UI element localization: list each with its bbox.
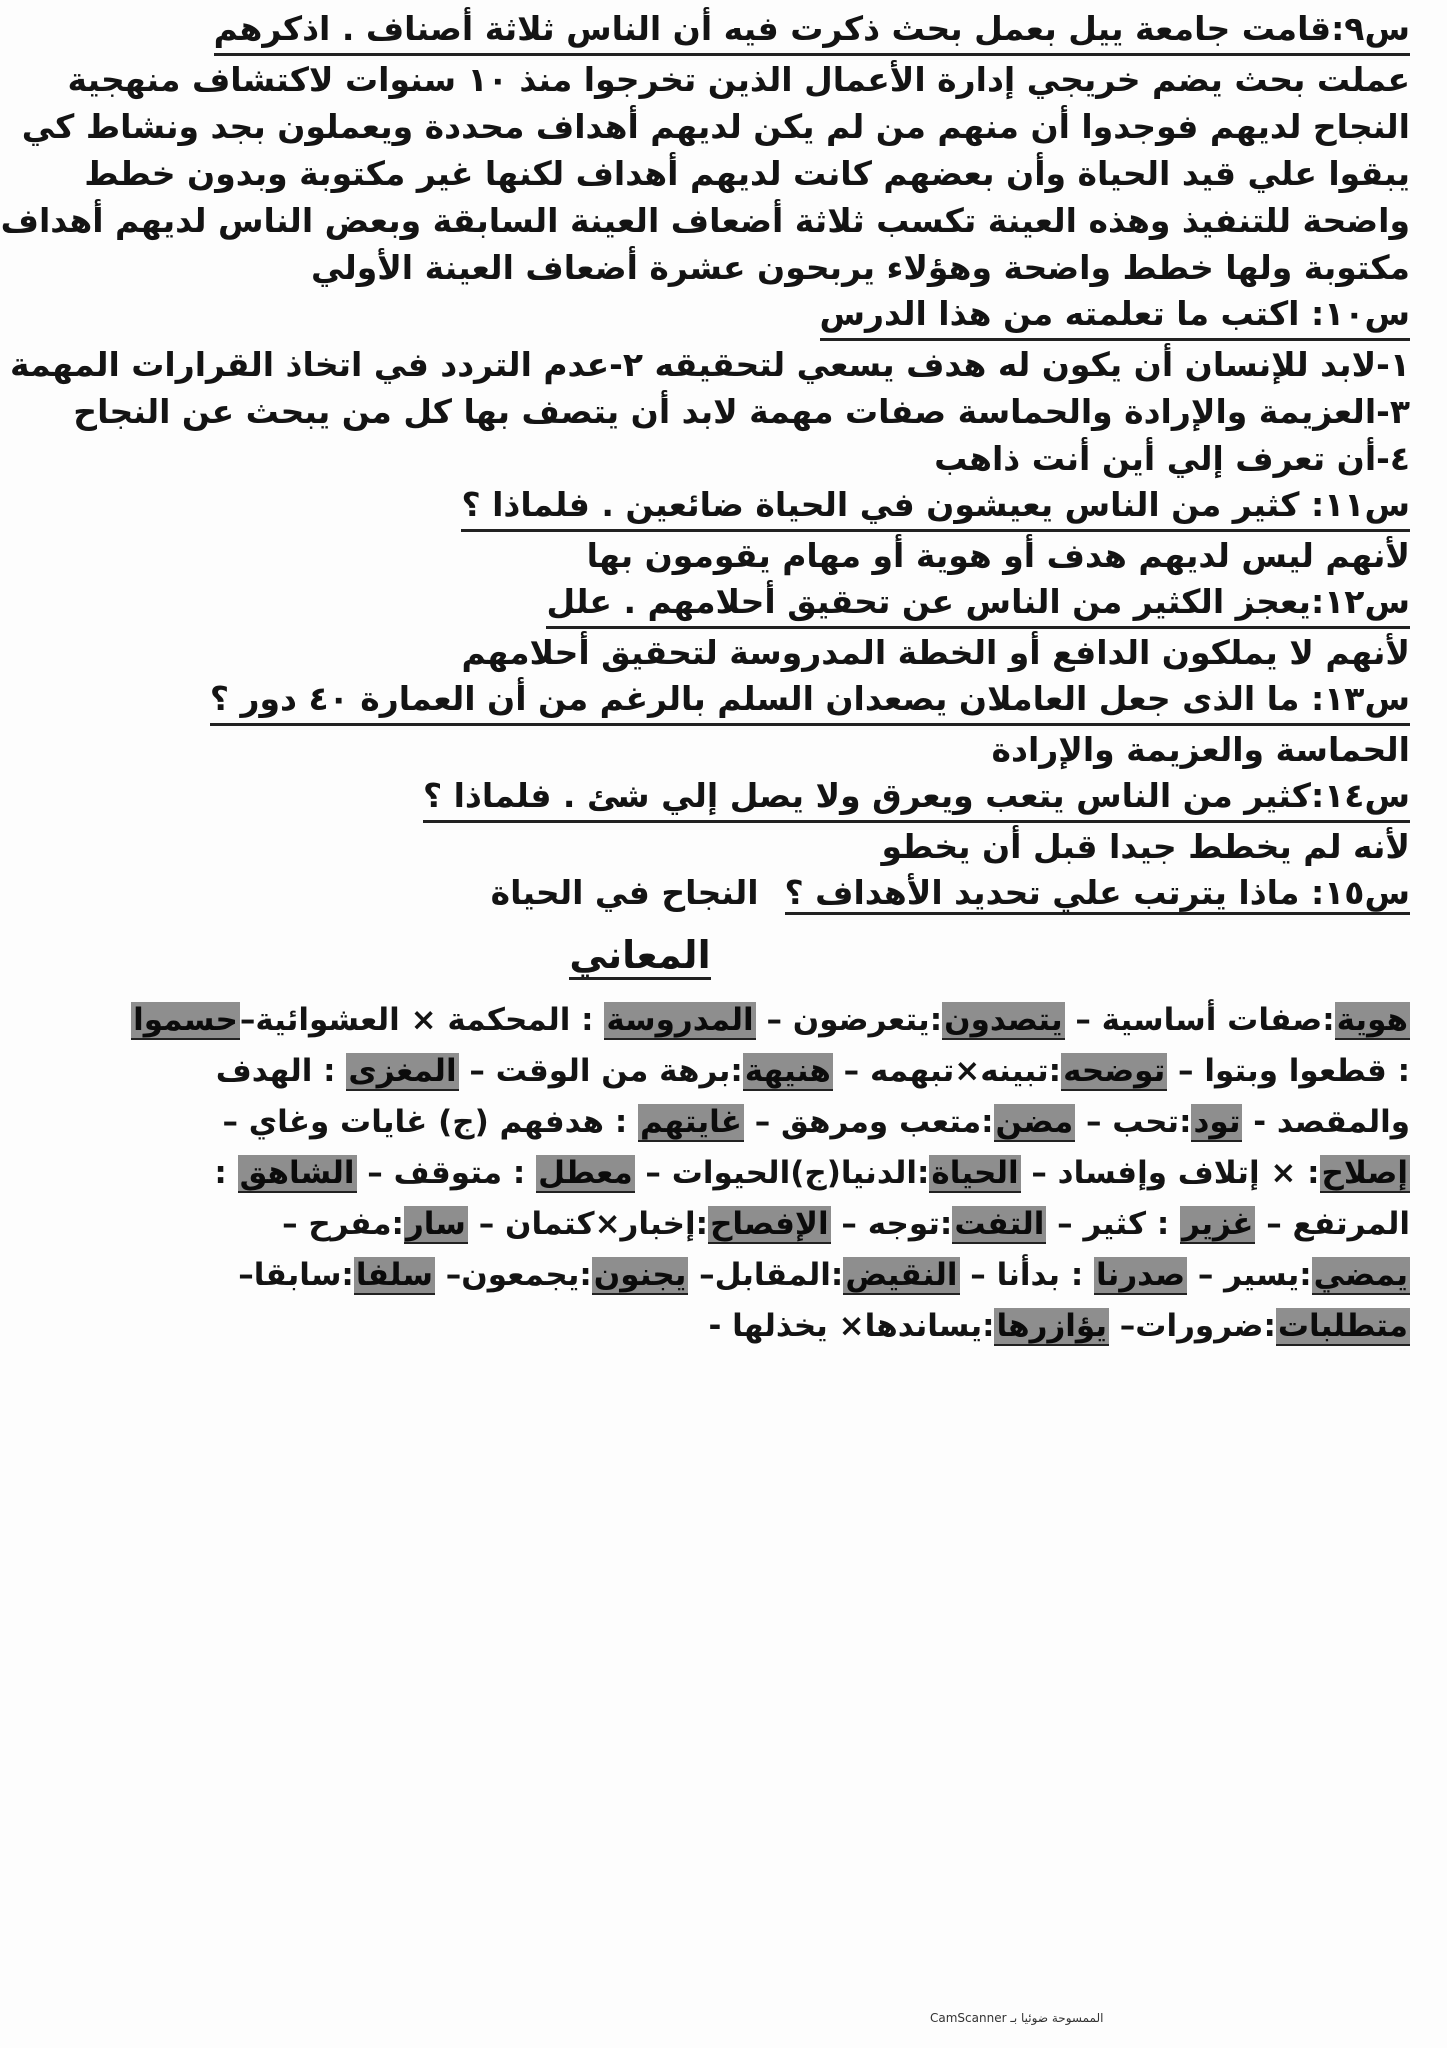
vocab-meaning: : <box>214 1155 238 1191</box>
vocab-word: يجنون <box>593 1257 687 1293</box>
vocab-meaning: :توجه – <box>830 1206 953 1242</box>
question-14: س١٤:كثير من الناس يتعب ويعرق ولا يصل إلي شئ . فلماذا ؟ <box>423 773 1410 823</box>
vocab-word: سار <box>405 1206 466 1242</box>
vocab-word: هنيهة <box>744 1053 831 1089</box>
vocab-meaning: :يساندها× يخذلها - <box>708 1308 995 1344</box>
vocab-meaning: والمقصد - <box>1242 1104 1410 1140</box>
answer-13: الحماسة والعزيمة والإرادة <box>991 730 1410 769</box>
vocab-meaning: : هدفهم (ج) غايات وغاي – <box>222 1104 639 1140</box>
answer-10-line: ١-لابد للإنسان أن يكون له هدف يسعي لتحقيقه ٢-عدم التردد في اتخاذ القرارات المهمة <box>10 345 1410 384</box>
answer-9-line: عملت بحث يضم خريجي إدارة الأعمال الذين تخرجوا منذ ١٠ سنوات لاكتشاف منهجية <box>67 60 1410 99</box>
answer-10-line: ٤-أن تعرف إلي أين أنت ذاهب <box>934 439 1410 478</box>
vocab-meaning: :صفات أساسية – <box>1064 1002 1335 1038</box>
vocab-line <box>250 1199 1410 1250</box>
vocab-word: إصلاح <box>1321 1155 1408 1191</box>
vocab-line <box>222 1097 1410 1148</box>
vocab-word: الإفصاح <box>710 1206 829 1242</box>
vocab-meaning: : المحكمة × العشوائية– <box>239 1002 605 1038</box>
vocab-meaning: : كثير – <box>1046 1206 1181 1242</box>
vocab-word: سلفا <box>355 1257 433 1293</box>
question-10: س١٠: اكتب ما تعلمته من هذا الدرس <box>820 291 1410 341</box>
answer-15: النجاح في الحياة <box>490 873 759 912</box>
vocab-meaning: :يسير – <box>1187 1257 1312 1293</box>
answer-9-line: النجاح لديهم فوجدوا أن منهم من لم يكن لديهم أهداف محددة ويعملون بجد ونشاط كي <box>21 107 1410 146</box>
vocab-word: الشاهق <box>239 1155 355 1191</box>
vocab-word: المغزى <box>348 1053 457 1089</box>
vocab-word: التفت <box>954 1206 1045 1242</box>
meanings-title-text: المعاني <box>569 933 710 980</box>
answer-9-line: مكتوبة ولها خطط واضحة وهؤلاء يربحون عشرة أضعاف العينة الأولي <box>310 248 1410 287</box>
worksheet-page <box>0 6 1410 1352</box>
vocab-line <box>250 1301 1410 1352</box>
vocab-meaning: المرتفع – <box>1255 1206 1410 1242</box>
answer-11: لأنهم ليس لديهم هدف أو هوية أو مهام يقومون بها <box>586 536 1410 575</box>
vocab-meaning: :تحب – <box>1075 1104 1192 1140</box>
vocab-meaning: :برهة من الوقت – <box>458 1053 743 1089</box>
vocab-word: مضن <box>995 1104 1074 1140</box>
vocab-meaning: :إخبار×كتمان – <box>467 1206 709 1242</box>
vocab-word: توضحه <box>1063 1053 1166 1089</box>
vocab-meaning: :الدنيا(ج)الحيوات – <box>634 1155 930 1191</box>
vocab-meaning: :المقابل– <box>688 1257 844 1293</box>
question-13: س١٣: ما الذى جعل العاملان يصعدان السلم بالرغم من أن العمارة ٤٠ دور ؟ <box>210 676 1410 726</box>
vocab-word: يؤازرها <box>996 1308 1108 1344</box>
question-11: س١١: كثير من الناس يعيشون في الحياة ضائعين . فلماذا ؟ <box>461 482 1410 532</box>
vocab-word: غزير <box>1182 1206 1254 1242</box>
vocab-meaning: :متعب ومرهق – <box>743 1104 994 1140</box>
vocab-meaning: :يجمعون– <box>434 1257 592 1293</box>
vocab-meaning: :تبينه×تبهمه – <box>832 1053 1062 1089</box>
vocab-meaning: :سابقا– <box>238 1257 354 1293</box>
question-9: س٩:قامت جامعة ييل بعمل بحث ذكرت فيه أن الناس ثلاثة أصناف . اذكرهم <box>214 6 1410 56</box>
question-15 <box>491 870 1410 917</box>
vocab-line <box>214 1148 1410 1199</box>
vocab-meaning: : × إتلاف وإفساد – <box>1020 1155 1320 1191</box>
vocab-meaning: :ضرورات– <box>1109 1308 1276 1344</box>
vocab-word: هوية <box>1336 1002 1408 1038</box>
vocab-word: يمضي <box>1313 1257 1408 1293</box>
vocab-word: تود <box>1193 1104 1241 1140</box>
vocab-word: صدرنا <box>1096 1257 1186 1293</box>
vocab-line <box>238 1250 1410 1301</box>
vocab-line <box>133 995 1410 1046</box>
vocab-word: حسموا <box>133 1002 238 1038</box>
vocab-word: الحياة <box>931 1155 1019 1191</box>
vocab-word: النقيض <box>845 1257 958 1293</box>
vocab-meaning: : قطعوا وبتوا – <box>1167 1053 1410 1089</box>
vocab-word: متطلبات <box>1277 1308 1408 1344</box>
vocab-meaning: : بدأنا – <box>959 1257 1095 1293</box>
vocabulary-section <box>133 995 1410 1352</box>
vocab-line <box>215 1046 1410 1097</box>
vocab-meaning: :يتعرضون – <box>755 1002 943 1038</box>
vocab-meaning: : متوقف – <box>356 1155 537 1191</box>
answer-12: لأنهم لا يملكون الدافع أو الخطة المدروسة لتحقيق أحلامهم <box>461 633 1410 672</box>
answer-9-line: واضحة للتنفيذ وهذه العينة تكسب ثلاثة أضعاف العينة السابقة وبعض الناس لديهم أهداف <box>0 201 1410 240</box>
answer-9-line: يبقوا علي قيد الحياة وأن بعضهم كانت لديهم أهداف لكنها غير مكتوبة وبدون خطط <box>84 154 1410 193</box>
meanings-title <box>200 927 1410 983</box>
vocab-meaning: : الهدف <box>215 1053 347 1089</box>
answer-10-line: ٣-العزيمة والإرادة والحماسة صفات مهمة لابد أن يتصف بها كل من يبحث عن النجاح <box>73 392 1410 431</box>
question-15-text: س١٥: ماذا يترتب علي تحديد الأهداف ؟ <box>785 873 1410 915</box>
answer-14: لأنه لم يخطط جيدا قبل أن يخطو <box>881 827 1410 866</box>
vocab-word: غايتهم <box>640 1104 742 1140</box>
vocab-word: المدروسة <box>606 1002 754 1038</box>
vocab-meaning: :مفرح – <box>282 1206 404 1242</box>
vocab-word: يتصدون <box>944 1002 1063 1038</box>
camscanner-footer: الممسوحة ضوئيا بـ CamScanner <box>930 2011 1104 2025</box>
question-12: س١٢:يعجز الكثير من الناس عن تحقيق أحلامهم . علل <box>546 579 1410 629</box>
vocab-word: معطل <box>538 1155 633 1191</box>
